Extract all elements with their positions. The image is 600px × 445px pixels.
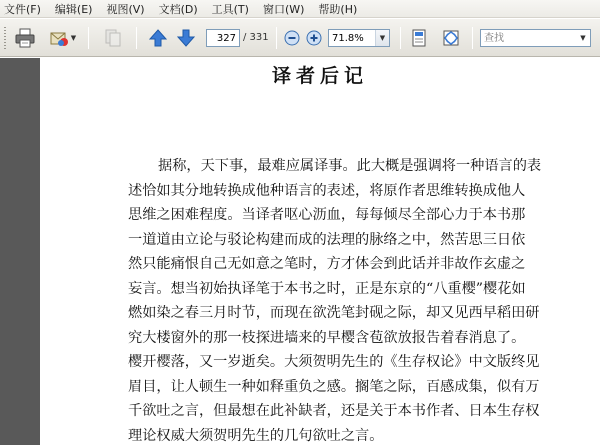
toolbar-separator: [400, 27, 401, 49]
text-line: 千欲吐之言，但最想在此补缺者，还是关于本书作者、日本生存权: [128, 403, 540, 419]
menu-bar: [0, 0, 600, 18]
fit-page-icon: [409, 28, 429, 48]
document-paragraph: [128, 154, 598, 445]
menu-tools[interactable]: 工具(T): [211, 2, 249, 16]
zoom-out-icon: [284, 30, 300, 46]
text-line: 眉目，让人顿生一种如释重负之感。搁笔之际，百感成集，似有万: [128, 378, 540, 395]
text-line: 思维之困难程度。当译者呕心沥血，每每倾尽全部心力于本书那: [128, 207, 526, 223]
text-line: 据称，天下事，最难应属译事。此大概是强调将一种语言的表: [158, 158, 542, 174]
text-line: 妄言。想当初始执译笔于本书之时，正是东京的“八重樱”樱花如: [128, 280, 526, 297]
text-line: 樱开樱落，又一岁逝矣。大须贺明先生的《生存权论》中文版终见: [128, 354, 540, 370]
prev-page-button[interactable]: [146, 25, 170, 51]
text-line: 究大楼窗外的那一枝探进墙来的早樱含苞欲放报告着春消息了。: [128, 329, 526, 346]
fit-width-button[interactable]: [438, 25, 464, 51]
toolbar-separator: [136, 27, 137, 49]
page-number-input[interactable]: [206, 29, 240, 47]
toolbar-separator: [472, 27, 473, 49]
page-title: 译者后记: [271, 65, 368, 87]
zoom-select[interactable]: [328, 29, 390, 47]
fit-page-button[interactable]: [406, 25, 432, 51]
email-icon: [48, 27, 70, 49]
menu-view[interactable]: 视图(V): [106, 2, 145, 16]
next-page-button[interactable]: [174, 25, 198, 51]
toolbar-grip[interactable]: [4, 27, 6, 49]
menu-help[interactable]: 帮助(H): [318, 2, 358, 16]
toolbar-separator: [276, 27, 277, 49]
menu-document[interactable]: 文档(D): [158, 2, 198, 16]
disabled-tool-button[interactable]: [98, 25, 128, 51]
fit-width-icon: [441, 28, 461, 48]
text-line: 燃如染之春三月时节，而现在欲洗笔封砚之际，却又见西早稻田研: [128, 305, 540, 321]
text-line: 然只能痛恨自己无如意之笔时，方才体会到此话并非故作玄虚之: [128, 256, 526, 272]
document-icon: [102, 27, 124, 49]
chevron-down-icon[interactable]: ▼: [580, 34, 586, 42]
zoom-out-button[interactable]: [282, 25, 302, 51]
menu-edit[interactable]: 编辑(E): [54, 2, 93, 16]
text-line: 一道道由立论与驳论构建而成的法理的脉络之中，然苦思三日依: [128, 231, 526, 248]
search-input[interactable]: [481, 30, 576, 46]
zoom-in-button[interactable]: [304, 25, 324, 51]
email-button[interactable]: [44, 25, 80, 51]
text-line: 理论权威大须贺明先生的几句欲吐之言。: [128, 427, 384, 444]
down-arrow-icon: [176, 28, 196, 48]
chevron-down-icon[interactable]: ▼: [375, 30, 389, 46]
zoom-in-icon: [306, 30, 322, 46]
up-arrow-icon: [148, 28, 168, 48]
zoom-input[interactable]: [329, 30, 375, 46]
menu-file[interactable]: 文件(F): [4, 2, 41, 16]
chevron-down-icon: ▼: [70, 34, 77, 42]
document-page: [40, 58, 600, 445]
toolbar-separator: [88, 27, 89, 49]
search-box[interactable]: [480, 29, 591, 47]
navigation-panel[interactable]: [0, 58, 40, 445]
toolbar: [0, 19, 600, 57]
page-total: / 331: [243, 32, 269, 43]
printer-icon: [14, 27, 36, 49]
menu-window[interactable]: 窗口(W): [262, 2, 305, 16]
print-button[interactable]: [12, 25, 38, 51]
text-line: 述恰如其分地转换成他种语言的表述，将原作者思维转换成他人: [128, 182, 526, 199]
